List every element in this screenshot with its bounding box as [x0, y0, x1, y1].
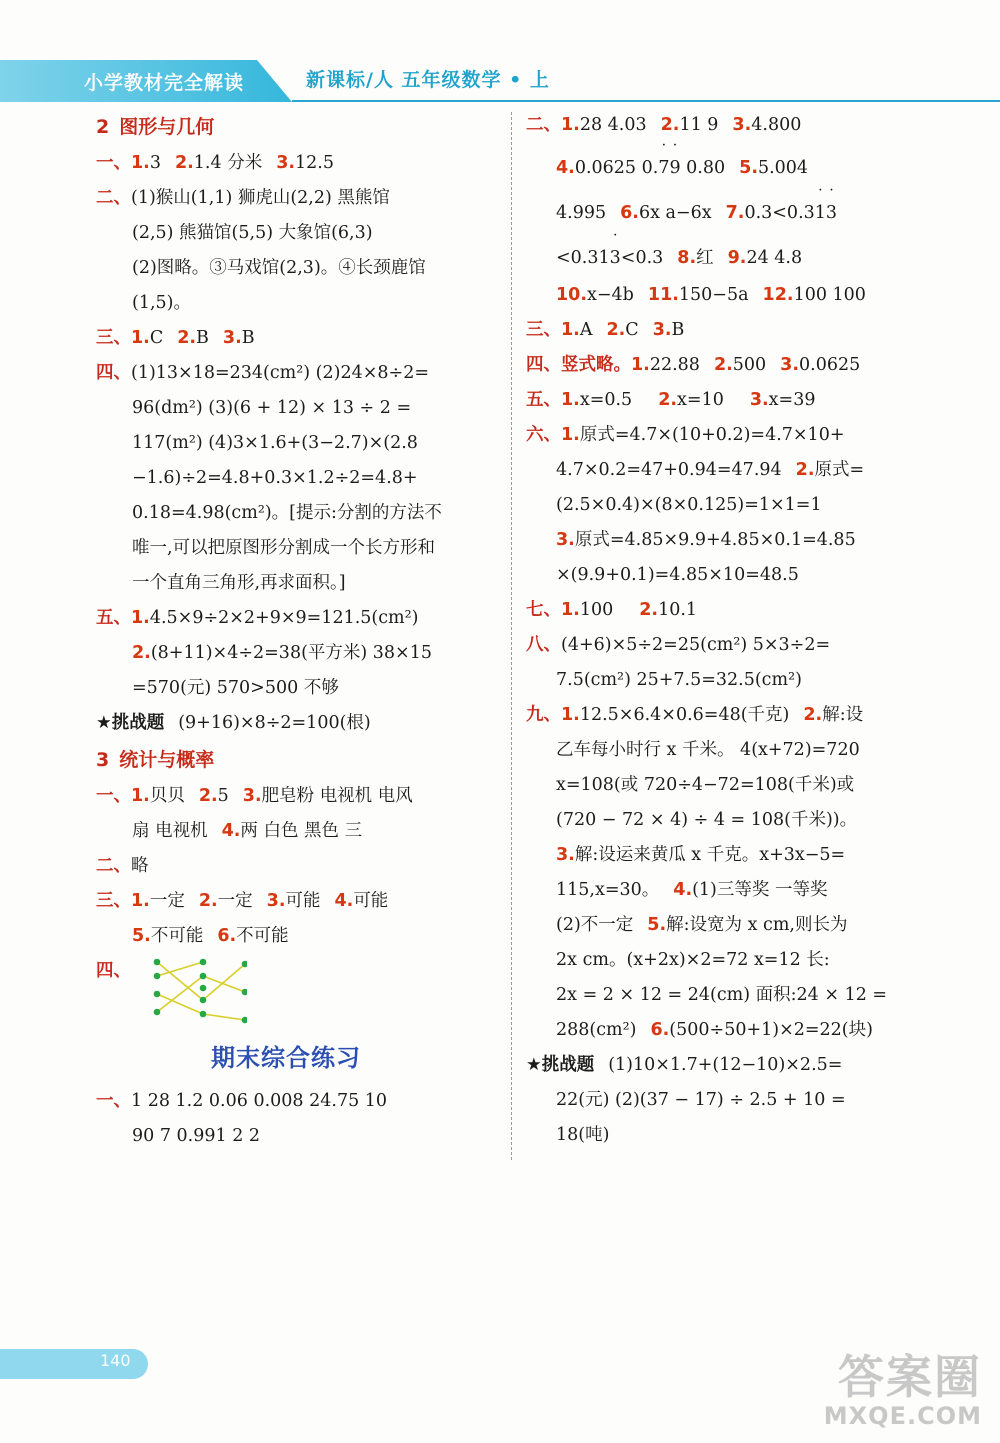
item-number: 3. [556, 845, 575, 865]
answer-line [96, 919, 496, 954]
answer-line [96, 601, 496, 636]
answer-line: (2,5) 熊猫馆(5,5) 大象馆(6,3) [132, 223, 373, 243]
match-dot [200, 985, 207, 992]
item-number: 2. [132, 643, 151, 663]
matching-dots [154, 959, 247, 1024]
item-number: 2. [174, 153, 194, 173]
answer-line: =570(元) 570>500 不够 [132, 678, 339, 698]
item-number: 8. [677, 248, 697, 268]
answer-line [526, 233, 926, 278]
item-number: 1. [561, 425, 580, 445]
answer-text: 4.5×9÷2×2+9×9=121.5(cm²) [149, 608, 419, 628]
matching-diagram [137, 954, 247, 1028]
answer-text: 原式=4.85×9.9+4.85×0.1=4.85 [574, 530, 856, 550]
book-title: 小学教材完全解读 [84, 72, 245, 94]
match-dot [242, 989, 247, 996]
item-number: 12. [762, 285, 794, 305]
section-number: 2 [96, 116, 110, 138]
item-number: 9. [727, 248, 747, 268]
item-number: 4. [556, 158, 575, 178]
left-column [96, 108, 496, 1154]
answer-text: x−4b [587, 285, 634, 305]
item-number: 11. [647, 285, 679, 305]
answer-text: 红 [696, 248, 714, 268]
item-number: 1. [131, 153, 150, 173]
header-rule [292, 100, 1000, 102]
answer-text: 0.3<0.3 [744, 203, 815, 223]
answer-text: 150−5a [678, 285, 749, 305]
answer-text: 100 100 [793, 285, 866, 305]
item-number: 1. [561, 390, 580, 410]
item-number: 2. [639, 600, 659, 620]
answer-line [526, 873, 926, 908]
challenge-line [526, 1048, 926, 1083]
repeating-digit: ˙ 1 [815, 188, 826, 238]
answer-line [96, 779, 496, 814]
match-dot [154, 959, 161, 966]
answer-text: 原式= [814, 460, 865, 480]
item-number: 3. [242, 786, 262, 806]
answer-line: (2)图略。③马戏馆(2,3)。④长颈鹿馆 [132, 258, 426, 278]
match-line [203, 1014, 245, 1020]
match-dot [200, 973, 207, 980]
answer-text: 12.5 [295, 153, 334, 173]
item-number: 1. [561, 320, 580, 340]
challenge-label: ★挑战题 [96, 713, 165, 733]
repeating-digit: ˙ 3 [610, 233, 621, 283]
answer-line: 2x cm。(x+2x)×2=72 x=12 长: [556, 950, 830, 970]
answer-text: <0.31 [556, 248, 610, 268]
match-line [203, 964, 245, 1000]
repeating-digit: ˙ 3 [826, 188, 837, 238]
answer-text: 0.80 [680, 158, 726, 178]
answer-text: 解:设宽为 x cm,则长为 [666, 915, 848, 935]
answer-text: 11 9 [679, 115, 719, 135]
answer-line [96, 636, 496, 671]
answer-text: 1.4 分米 [193, 153, 263, 173]
answer-line: x=108(或 720÷4−72=108(千米)或 [556, 775, 855, 795]
match-line [203, 976, 245, 992]
book-subtitle: 新课标/人 五年级数学 • 上 [306, 69, 550, 91]
item-number: 3. [556, 530, 575, 550]
answer-text: 4.995 [556, 203, 607, 223]
answer-text: (1)10×1.7+(12−10)×2.5= [608, 1055, 843, 1075]
item-number: 1. [561, 705, 580, 725]
answer-line [526, 418, 926, 453]
item-number: 2. [658, 390, 678, 410]
match-dot [242, 1017, 247, 1024]
item-number: 3. [780, 355, 799, 375]
match-dot [154, 973, 161, 980]
answer-text: 不可能 [236, 926, 289, 946]
match-line [157, 962, 203, 976]
answer-line [96, 1084, 496, 1119]
answer-text: A [579, 320, 593, 340]
answer-text: 贝贝 [149, 786, 185, 806]
item-number: 2. [606, 320, 626, 340]
answer-text: 0.0625 0. [574, 158, 659, 178]
item-number: 4. [334, 891, 354, 911]
part-label: 二、 [96, 856, 131, 876]
item-number: 2. [713, 355, 733, 375]
answer-line: −1.6)÷2=4.8+0.3×1.2÷2=4.8+ [132, 468, 418, 488]
answer-text: 解:设运来黄瓜 x 千克。x+3x−5= [574, 845, 846, 865]
answer-line: 22(元) (2)(37 − 17) ÷ 2.5 + 10 = [556, 1090, 846, 1110]
matching-lines [157, 962, 245, 1020]
matching-row [96, 954, 496, 1032]
answer-line [96, 146, 496, 181]
item-number: 1. [131, 608, 150, 628]
part-label: 七、 [526, 600, 561, 620]
repeating-digit: ˙ 7 [658, 143, 669, 193]
item-number: 7. [725, 203, 745, 223]
part-label: 四、 [96, 961, 131, 981]
answer-line: 7.5(cm²) 25+7.5=32.5(cm²) [556, 670, 802, 690]
challenge-label: ★挑战题 [526, 1055, 595, 1075]
answer-text: 5 [217, 786, 229, 806]
part-label: 四、 [526, 355, 561, 375]
answer-text: 0.0625 [799, 355, 861, 375]
item-number: 3. [222, 328, 242, 348]
answer-line: 0.18=4.98(cm²)。[提示:分割的方法不 [132, 503, 442, 523]
item-number: 1. [131, 786, 150, 806]
answer-text: (500÷50+1)×2=22(块) [669, 1020, 873, 1040]
answer-line [526, 1013, 926, 1048]
part-note: 竖式略。 [561, 355, 631, 375]
match-dot [200, 1011, 207, 1018]
answer-text: B [196, 328, 209, 348]
answer-text: <0.3 [620, 248, 664, 268]
item-number: 2. [795, 460, 815, 480]
answer-text: 解:设 [822, 705, 864, 725]
item-number: 2. [177, 328, 197, 348]
answer-text: x=10 [677, 390, 724, 410]
answer-line: (720 − 72 × 4) ÷ 4 = 108(千米))。 [556, 810, 858, 830]
item-number: 5. [132, 926, 151, 946]
answer-text: x=0.5 [579, 390, 633, 410]
item-number: 4. [221, 821, 241, 841]
answer-line [526, 838, 926, 873]
answer-line: (1,5)。 [132, 293, 191, 313]
answer-text: 288(cm²) [556, 1020, 637, 1040]
watermark [824, 1352, 982, 1430]
answer-text: x=39 [768, 390, 816, 410]
answer-text: C [625, 320, 639, 340]
answer-text: 4.800 [751, 115, 802, 135]
answer-line [526, 453, 926, 488]
part-label: 五、 [526, 390, 561, 410]
answer-text: (2)不一定 [556, 915, 634, 935]
section-title: 图形与几何 [119, 116, 215, 138]
item-number: 1. [561, 600, 580, 620]
item-number: 5. [647, 915, 667, 935]
answer-text: (1)13×18=234(cm²) (2)24×8÷2= [131, 363, 429, 383]
section-heading [96, 108, 496, 146]
answer-line: 117(m²) (4)3×1.6+(3−2.7)×(2.8 [132, 433, 418, 453]
part-label: 八、 [526, 635, 561, 655]
answer-text: B [241, 328, 255, 348]
item-number: 1. [631, 355, 650, 375]
section-heading [96, 741, 496, 779]
match-dot [200, 959, 207, 966]
item-number: 3. [266, 891, 286, 911]
part-label: 一、 [96, 153, 131, 173]
answer-line [96, 849, 496, 884]
answer-text: 扇 电视机 [132, 821, 208, 841]
part-label: 二、 [526, 115, 561, 135]
answer-line [526, 313, 926, 348]
answer-text: 12.5×6.4×0.6=48(千克) [579, 705, 790, 725]
answer-line: 2x = 2 × 12 = 24(cm) 面积:24 × 12 = [556, 985, 888, 1005]
item-number: 2. [660, 115, 680, 135]
answer-line [96, 356, 496, 391]
answer-text: 115,x=30。 [556, 880, 660, 900]
answer-line [526, 143, 926, 188]
answer-text: 1 28 1.2 0.06 0.008 24.75 10 [131, 1091, 388, 1111]
answer-line [526, 188, 926, 233]
answer-text: (1)猴山(1,1) 狮虎山(2,2) 黑熊馆 [131, 188, 390, 208]
answer-text: 原式=4.7×(10+0.2)=4.7×10+ [579, 425, 845, 445]
item-number: 6. [620, 203, 639, 223]
answer-text: 可能 [353, 891, 389, 911]
answer-line [526, 108, 926, 143]
answer-text: 一定 [149, 891, 185, 911]
answer-line [96, 181, 496, 216]
match-dot [200, 997, 207, 1004]
answer-line [96, 321, 496, 356]
answer-text: 3 [149, 153, 161, 173]
item-number: 1. [561, 115, 580, 135]
answer-line [526, 278, 926, 313]
item-number: 2. [803, 705, 823, 725]
item-number: 1. [131, 891, 150, 911]
match-dot [154, 991, 161, 998]
part-label: 三、 [96, 891, 131, 911]
part-label: 四、 [96, 363, 131, 383]
answer-text: (1)三等奖 一等奖 [692, 880, 828, 900]
part-label: 三、 [96, 328, 131, 348]
section-title: 统计与概率 [119, 749, 215, 771]
answer-text: 不可能 [150, 926, 204, 946]
repeating-digit: ˙ 9 [669, 143, 680, 193]
answer-text: 22.88 [649, 355, 700, 375]
answer-line: 乙车每小时行 x 千米。 4(x+72)=720 [556, 740, 860, 760]
answer-line: 96(dm²) (3)(6 + 12) × 13 ÷ 2 = [132, 398, 412, 418]
answer-line: ×(9.9+0.1)=4.85×10=48.5 [556, 565, 799, 585]
answer-text: 24 4.8 [746, 248, 803, 268]
answer-line [526, 383, 926, 418]
item-number: 3. [276, 153, 296, 173]
answer-text: C [149, 328, 164, 348]
part-label: 一、 [96, 786, 131, 806]
section-number: 3 [96, 749, 110, 771]
watermark-logo: 答案圈 [838, 1350, 982, 1404]
answer-text: 肥皂粉 电视机 电风 [261, 786, 413, 806]
answer-line [96, 884, 496, 919]
answer-text: (4+6)×5÷2=25(cm²) 5×3÷2= [561, 635, 831, 655]
answer-text: (8+11)×4÷2=38(平方米) 38×15 [150, 643, 432, 663]
answer-text: 6x a−6x [638, 203, 712, 223]
challenge-line [96, 706, 496, 741]
item-number: 1. [131, 328, 150, 348]
answer-text: (9+16)×8÷2=100(根) [178, 713, 371, 733]
answer-line: 唯一,可以把原图形分割成一个长方形和 [132, 538, 436, 558]
answer-text: 5.004 [757, 158, 809, 178]
watermark-url: MXQE.COM [823, 1402, 982, 1430]
item-number: 4. [673, 880, 693, 900]
part-label: 六、 [526, 425, 561, 445]
answer-line: (2.5×0.4)×(8×0.125)=1×1=1 [556, 495, 822, 515]
final-practice-title: 期末综合练习 [211, 1044, 361, 1072]
match-dot [154, 1009, 161, 1016]
item-number: 3. [652, 320, 672, 340]
part-label: 二、 [96, 188, 131, 208]
item-number: 2. [198, 786, 218, 806]
answer-text: 4.7×0.2=47+0.94=47.94 [556, 460, 782, 480]
item-number: 6. [217, 926, 237, 946]
answer-text: 500 [732, 355, 767, 375]
answer-text: 一定 [217, 891, 253, 911]
answer-text: 可能 [285, 891, 321, 911]
answer-line: 18(吨) [556, 1125, 610, 1145]
part-label: 三、 [526, 320, 561, 340]
page-header [0, 56, 1000, 102]
item-number: 3. [732, 115, 752, 135]
page-number: 140 [100, 1351, 131, 1370]
answer-text: B [671, 320, 685, 340]
item-number: 2. [198, 891, 218, 911]
answer-line [526, 593, 926, 628]
item-number: 10. [556, 285, 588, 305]
answer-line [526, 348, 926, 383]
item-number: 6. [650, 1020, 670, 1040]
item-number: 5. [739, 158, 758, 178]
part-label: 九、 [526, 705, 561, 725]
part-label: 五、 [96, 608, 131, 628]
right-column [526, 108, 926, 1153]
part-label: 一、 [96, 1091, 131, 1111]
answer-text: 100 [579, 600, 614, 620]
answer-text: 28 4.03 [579, 115, 647, 135]
answer-line [526, 698, 926, 733]
answer-line [526, 523, 926, 558]
answer-line [526, 908, 926, 943]
item-number: 3. [749, 390, 769, 410]
column-divider [511, 112, 512, 1160]
answer-line [96, 814, 496, 849]
answer-line: 一个直角三角形,再求面积。] [132, 573, 346, 593]
answer-text: 10.1 [658, 600, 698, 620]
answer-line: 90 7 0.991 2 2 [132, 1126, 261, 1146]
answer-text: 略 [131, 856, 149, 876]
answer-text: 两 白色 黑色 三 [240, 821, 363, 841]
answer-line [526, 628, 926, 663]
match-line [157, 994, 203, 1014]
